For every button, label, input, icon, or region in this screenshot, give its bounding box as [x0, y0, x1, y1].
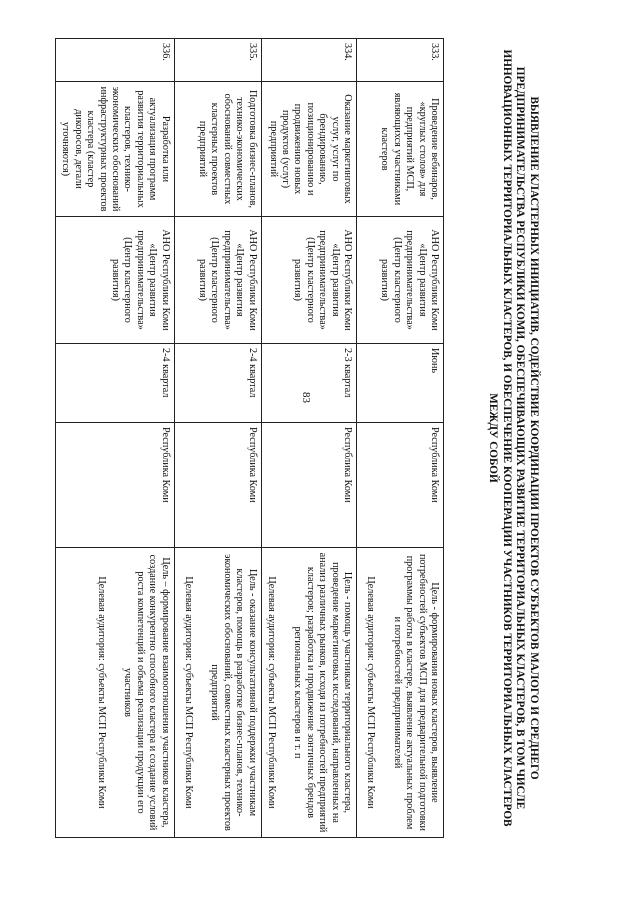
activity-name: Подготовка бизнес-планов, технико-экономических обоснований совместных кластерных проектов предприятий — [174, 82, 261, 217]
row-number: 333. — [357, 39, 444, 82]
term: Июнь — [357, 344, 444, 423]
page-number: 83 — [300, 392, 312, 403]
table-row — [174, 39, 261, 838]
goal-cell — [174, 548, 261, 838]
goal-cell — [357, 548, 444, 838]
rotated-content — [60, 38, 540, 838]
organizer: АНО Республики Коми «Центр развития предпринимательства» (Центр кластерного развития) — [55, 217, 174, 344]
region: Республика Коми — [261, 423, 356, 548]
activity-name: Разработка или актуализация программ развития территориальных кластеров, технико-экономических обоснований инфраструктурных проектов кластера (кластер дикоросов, детали уточняются) — [55, 82, 174, 217]
region: Республика Коми — [174, 423, 261, 548]
row-number: 335. — [174, 39, 261, 82]
goal-text: Цель - помощь участникам территориального кластера, проведение маркетинговых исследований, направленных на анализ различных рынков, исходя из потребностей предприятий кластеров; разработка и продвижение зонтичных брендов региональных кластеров и т. п — [292, 552, 353, 833]
term: 2-4 квартал — [55, 344, 174, 423]
organizer: АНО Республики Коми «Центр развития предпринимательства» (Центр кластерного развития) — [174, 217, 261, 344]
table-row — [357, 39, 444, 838]
goal-text: Цель - оказание консультативной поддержки участникам кластеров, помощь в разработке бизнес-планов, технико-экономических обоснований, совместных кластерных проектов предприятий — [209, 554, 258, 831]
organizer: АНО Республики Коми «Центр развития предпринимательства» (Центр кластерного развития) — [261, 217, 356, 344]
region: Республика Коми — [357, 423, 444, 548]
audience-text: Целевая аудитория: субъекты МСП Республики Коми — [95, 576, 107, 809]
activity-name: Оказание маркетинговых услуг, услуг по брендированию, позиционированию и продвижению новых продуктов (услуг) предприятий — [261, 82, 356, 217]
table-row — [55, 39, 174, 838]
goal-cell — [55, 548, 174, 838]
region: Республика Коми — [55, 423, 174, 548]
audience-text: Целевая аудитория: субъекты МСП Республики Коми — [365, 576, 377, 809]
table-row — [261, 39, 356, 838]
section-heading: ВЫЯВЛЕНИЕ КЛАСТЕРНЫХ ИНИЦИАТИВ, СОДЕЙСТВИЕ КООРДИНАЦИИ ПРОЕКТОВ СУБЪЕКТОВ МАЛОГО И СРЕДНЕГО ПРЕДПРИНИМАТЕЛЬСТВА РЕСПУБЛИКИ КОМИ, ОБЕСПЕЧИВАЮЩИХ РАЗВИТИЕ ТЕРРИТОРИАЛЬНЫХ КЛАСТЕРОВ, В ТОМ ЧИСЛЕ ИННОВАЦИОННЫХ ТЕРРИТОРИАЛЬНЫХ КЛАСТЕРОВ, И ОБЕСПЕЧЕНИЕ КООПЕРАЦИИ УЧАСТНИКОВ ТЕРРИТОРИАЛЬНЫХ КЛАСТЕРОВ МЕЖДУ СОБОЙ — [487, 49, 540, 827]
activities-table — [55, 38, 444, 838]
goal-text: Цель – формирование взаимоотношения участников кластера, создание конкурентно способного кластера и создание условий роста компетенций и объема реализации продукции его участников — [122, 554, 171, 831]
row-number: 334. — [261, 39, 356, 82]
audience-text: Целевая аудитория: субъекты МСП Республики Коми — [265, 576, 277, 809]
term: 2-3 квартал — [261, 344, 356, 423]
organizer: АНО Республики Коми «Центр развития предпринимательства» (Центр кластерного развития) — [357, 217, 444, 344]
term: 2-4 квартал — [174, 344, 261, 423]
activity-name: Проведение вебинаров, «круглых столов» для предприятий МСП, являющихся участниками кластеров — [357, 82, 444, 217]
goal-cell — [261, 548, 356, 838]
goal-text: Цель - формирования новых кластеров, выявление потребностей субъектов МСП для предварительной подготовки программы работы в кластере, выявление актуальных проблем и потребностей предпринимателей — [391, 553, 440, 832]
audience-text: Целевая аудитория: субъекты МСП Республики Коми — [182, 576, 194, 809]
row-number: 336. — [55, 39, 174, 82]
